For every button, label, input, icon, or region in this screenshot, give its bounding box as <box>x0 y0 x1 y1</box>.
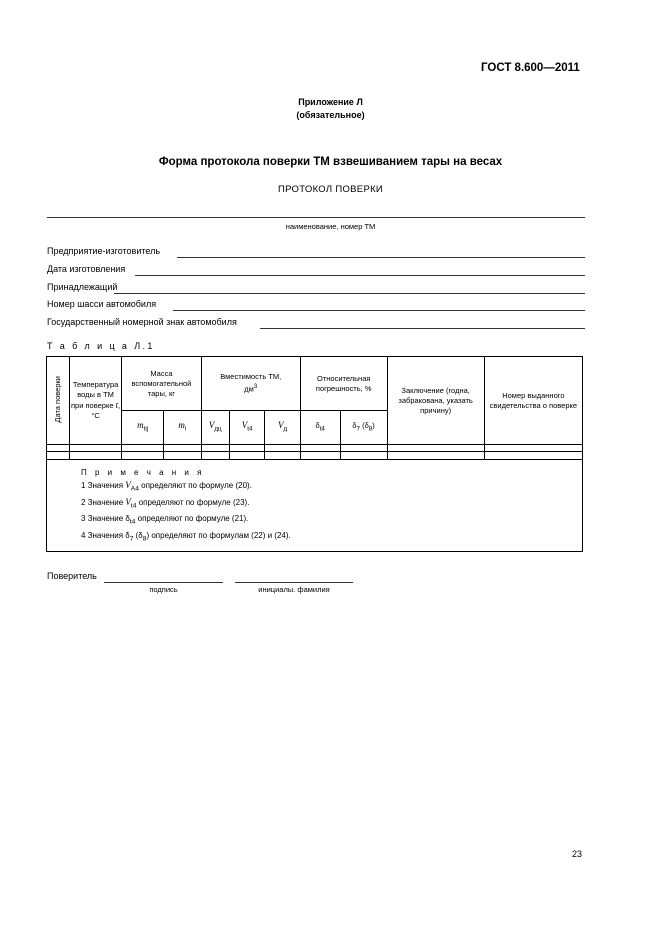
appendix-status: (обязательное) <box>296 110 365 120</box>
name-caption: наименование, номер ТМ <box>285 222 376 231</box>
field-manufacturer-label: Предприятие-изготовитель <box>47 246 161 256</box>
field-date-label: Дата изготовления <box>47 264 126 274</box>
header-date: Дата поверки <box>47 357 70 445</box>
sub-v-t4: $V_{t4}$ <box>229 411 265 445</box>
signature-sign-caption: подпись <box>149 585 178 594</box>
field-manufacturer-line <box>177 257 585 258</box>
name-signature-line <box>235 582 353 583</box>
signature-line <box>104 582 223 583</box>
appendix-title: Приложение Л <box>298 97 363 107</box>
field-owner-line <box>114 293 585 294</box>
header-conclusion: Заключение (годна, забракована, указать причину) <box>387 357 484 445</box>
sub-delta-7-8: $\delta_7$ $(\delta_8)$ <box>340 411 387 445</box>
field-plate-line <box>260 328 585 329</box>
standard-code: ГОСТ 8.600—2011 <box>481 62 580 74</box>
field-owner-label: Принадлежащий <box>47 282 118 292</box>
header-capacity: Вместимость ТМ, $дм^3$ <box>201 357 300 411</box>
table-row <box>47 445 583 452</box>
signature-name-caption: инициалы. фамилия <box>258 585 330 594</box>
verification-table <box>46 356 583 552</box>
note-1: 1 Значения $V_{A4}$ определяют по формуле (20). <box>81 480 252 493</box>
page-number: 23 <box>572 849 583 859</box>
sub-m-tij: $m_{tij}$ <box>122 411 164 445</box>
note-3: 3 Значение $\delta_{t4}$ определяют по формуле (21). <box>81 514 249 526</box>
sub-m-i: $m_i$ <box>164 411 202 445</box>
note-2: 2 Значение $V_{t4}$ определяют по формуле (23). <box>81 496 250 510</box>
protocol-title: ПРОТОКОЛ ПОВЕРКИ <box>277 184 384 195</box>
field-date-line <box>135 275 585 276</box>
appendix-heading <box>0 96 661 122</box>
header-error: Относительная погрешность, % <box>300 357 387 411</box>
header-certificate: Номер выданного свидетельства о поверке <box>484 357 582 445</box>
table-caption: Т а б л и ц а Л.1 <box>47 341 155 351</box>
field-chassis-label: Номер шасси автомобиля <box>47 299 157 309</box>
notes-title: П р и м е ч а н и я <box>81 468 205 477</box>
sub-v-d: $V_д$ <box>265 411 301 445</box>
note-4: 4 Значения $\delta_7$ $(\delta_8)$ определяют по формулам (22) и (24). <box>81 530 291 543</box>
signature-label: Поверитель <box>47 571 97 581</box>
name-line <box>47 217 585 218</box>
table-notes <box>47 460 583 552</box>
field-chassis-line <box>173 310 585 311</box>
sub-v-dts: $V_{дц}$ <box>201 411 229 445</box>
table-row <box>47 452 583 460</box>
header-temperature: Температура воды в ТМ при поверке t, °C <box>69 357 121 445</box>
field-plate-label: Государственный номерной знак автомобиля <box>47 317 237 327</box>
form-title: Форма протокола поверки ТМ взвешиванием тары на весах <box>158 156 503 168</box>
header-mass: Масса вспомогательной тары, кг <box>122 357 201 411</box>
sub-delta-t4: $\delta_{t4}$ <box>300 411 340 445</box>
